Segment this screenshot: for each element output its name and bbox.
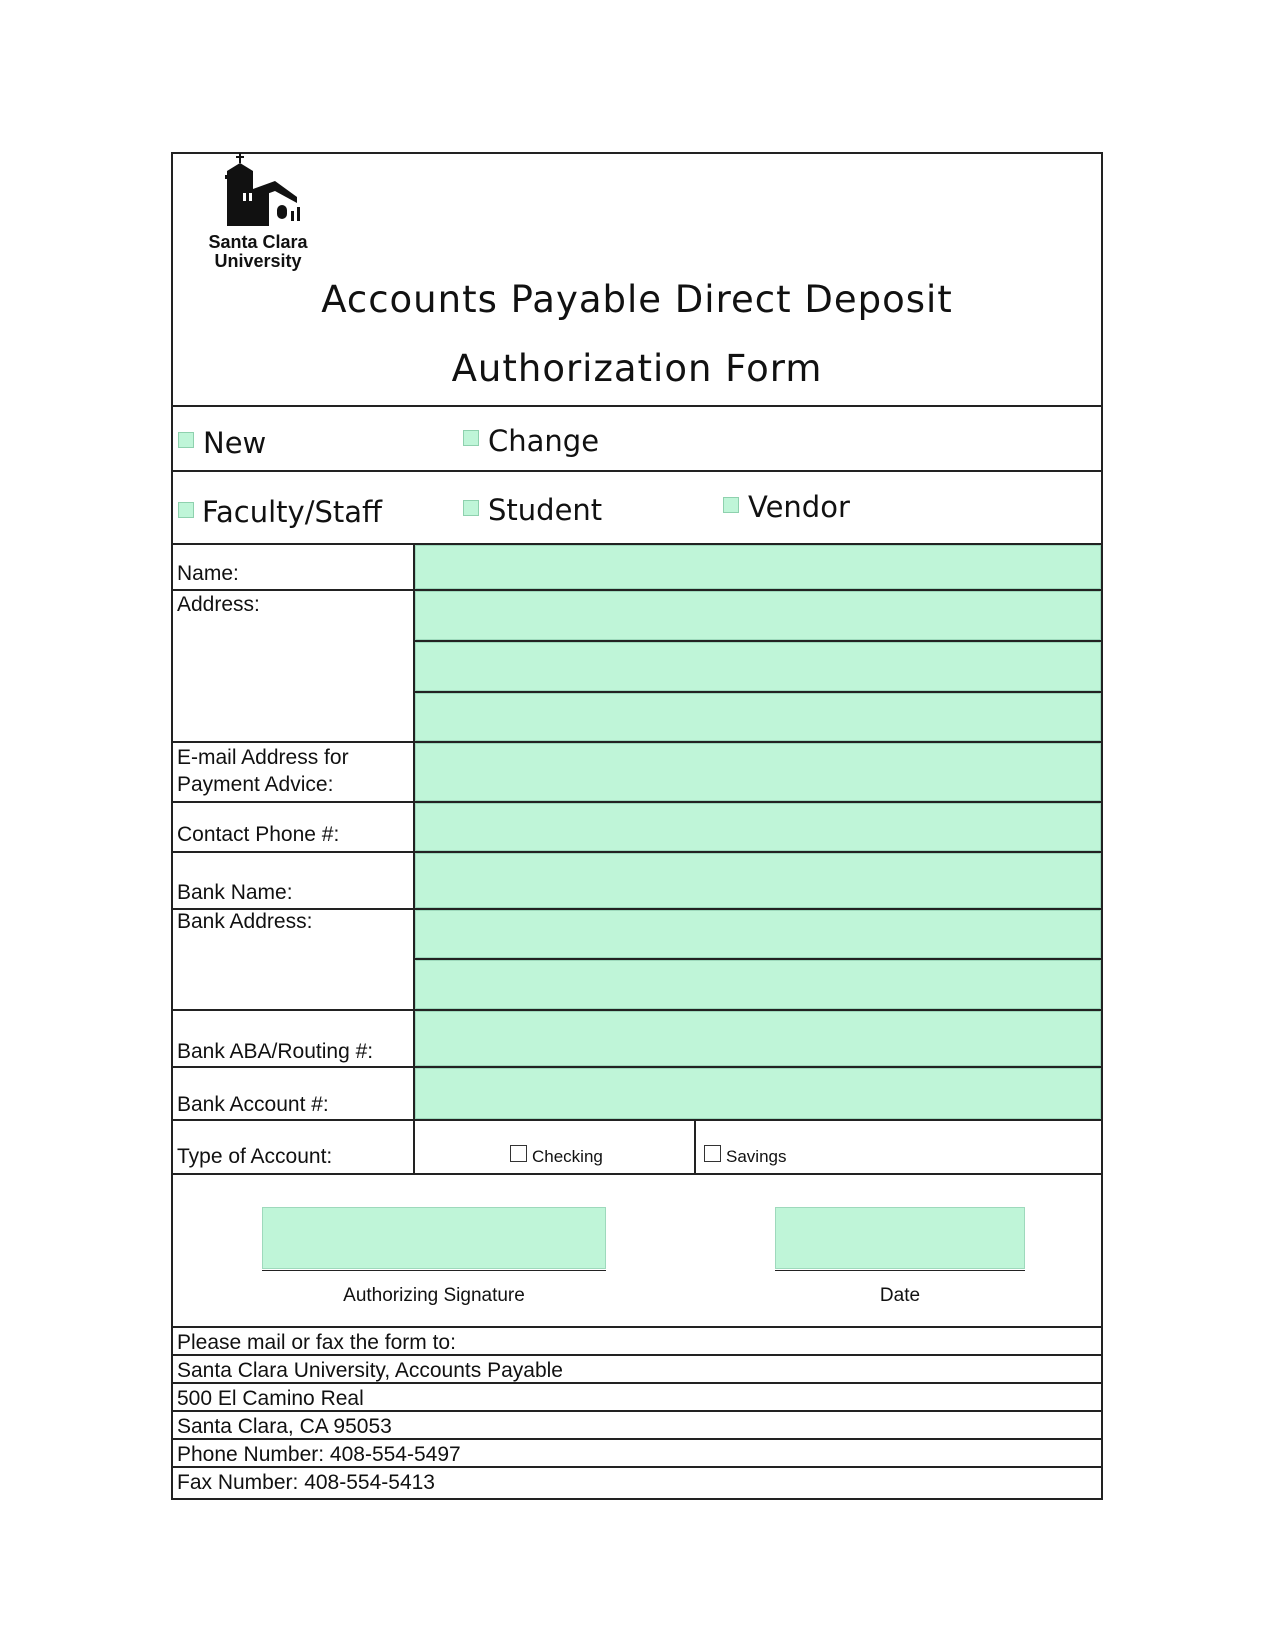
address-input-line2[interactable] bbox=[415, 642, 1101, 691]
signature-caption: Authorizing Signature bbox=[343, 1285, 525, 1306]
phone-label: Contact Phone #: bbox=[177, 823, 340, 846]
mailing-instruction: Please mail or fax the form to: bbox=[177, 1331, 456, 1354]
row-divider bbox=[171, 1326, 1103, 1328]
logo-text-line1: Santa Clara bbox=[208, 232, 308, 252]
email-label-line1: E-mail Address for bbox=[177, 746, 349, 769]
bank-address-input-line1[interactable] bbox=[415, 910, 1101, 958]
faculty-staff-label: Faculty/Staff bbox=[202, 495, 383, 529]
address-label: Address: bbox=[177, 593, 260, 616]
faculty-staff-checkbox[interactable] bbox=[178, 502, 194, 518]
change-checkbox[interactable] bbox=[463, 430, 479, 446]
checking-checkbox[interactable] bbox=[510, 1145, 527, 1162]
email-label-line2: Payment Advice: bbox=[177, 773, 334, 796]
column-divider bbox=[694, 1119, 696, 1173]
row-divider bbox=[413, 958, 1103, 960]
new-checkbox[interactable] bbox=[178, 432, 194, 448]
address-input-line1[interactable] bbox=[415, 591, 1101, 640]
mission-church-icon bbox=[203, 153, 313, 233]
signature-input[interactable] bbox=[262, 1207, 606, 1269]
row-divider bbox=[413, 640, 1103, 642]
account-input[interactable] bbox=[415, 1068, 1101, 1119]
row-divider bbox=[171, 851, 1103, 853]
row-divider bbox=[171, 1009, 1103, 1011]
fax-number: Fax Number: 408-554-5413 bbox=[177, 1471, 435, 1494]
name-input[interactable] bbox=[415, 545, 1101, 589]
bank-address-input-line2[interactable] bbox=[415, 960, 1101, 1009]
date-input[interactable] bbox=[775, 1207, 1025, 1269]
signature-line bbox=[262, 1270, 606, 1271]
mailing-recipient: Santa Clara University, Accounts Payable bbox=[177, 1359, 563, 1382]
account-label: Bank Account #: bbox=[177, 1093, 329, 1116]
date-line bbox=[775, 1270, 1025, 1271]
routing-input[interactable] bbox=[415, 1011, 1101, 1066]
address-input-line3[interactable] bbox=[415, 693, 1101, 741]
divider bbox=[171, 405, 1103, 407]
row-divider bbox=[413, 691, 1103, 693]
form-title-line2: Authorization Form bbox=[451, 347, 823, 390]
new-label: New bbox=[203, 426, 267, 460]
row-divider bbox=[171, 801, 1103, 803]
mailing-city: Santa Clara, CA 95053 bbox=[177, 1415, 392, 1438]
email-input[interactable] bbox=[415, 743, 1101, 801]
bank-name-input[interactable] bbox=[415, 853, 1101, 908]
divider bbox=[171, 470, 1103, 472]
vendor-checkbox[interactable] bbox=[723, 497, 739, 513]
logo-text-line2: University bbox=[214, 251, 302, 271]
checking-label: Checking bbox=[532, 1147, 603, 1166]
student-checkbox[interactable] bbox=[463, 500, 479, 516]
row-divider bbox=[171, 1066, 1103, 1068]
savings-label: Savings bbox=[726, 1147, 787, 1166]
phone-input[interactable] bbox=[415, 803, 1101, 851]
phone-number: Phone Number: 408-554-5497 bbox=[177, 1443, 461, 1466]
form-title-line1: Accounts Payable Direct Deposit bbox=[321, 278, 953, 321]
date-caption: Date bbox=[879, 1285, 921, 1306]
row-divider bbox=[171, 741, 1103, 743]
savings-checkbox[interactable] bbox=[704, 1145, 721, 1162]
name-label: Name: bbox=[177, 562, 239, 585]
mailing-street: 500 El Camino Real bbox=[177, 1387, 364, 1410]
bank-name-label: Bank Name: bbox=[177, 881, 293, 904]
student-label: Student bbox=[488, 493, 603, 527]
change-label: Change bbox=[488, 424, 600, 458]
row-divider bbox=[171, 1119, 1103, 1121]
bank-address-label: Bank Address: bbox=[177, 910, 313, 933]
university-logo bbox=[203, 153, 313, 273]
vendor-label: Vendor bbox=[748, 490, 850, 524]
type-of-account-label: Type of Account: bbox=[177, 1145, 333, 1168]
routing-label: Bank ABA/Routing #: bbox=[177, 1040, 374, 1063]
row-divider bbox=[171, 1173, 1103, 1175]
row-divider bbox=[171, 589, 1103, 591]
